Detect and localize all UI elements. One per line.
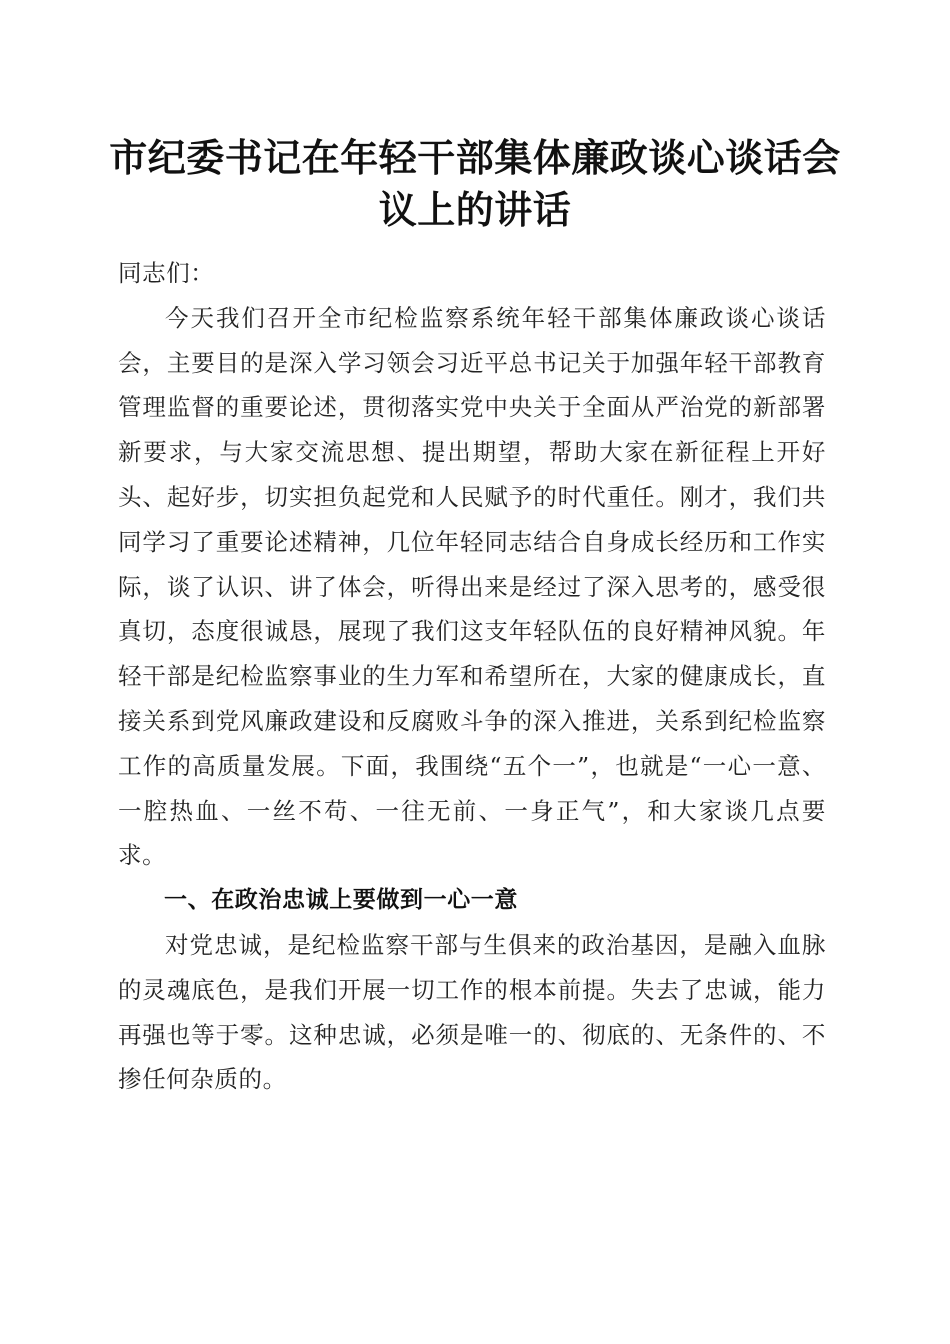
paragraph-section-1: 对党忠诚，是纪检监察干部与生俱来的政治基因，是融入血脉的灵魂底色，是我们开展一切工作的根本前提。失去了忠诚，能力再强也等于零。这种忠诚，必须是唯一的、彻底的、无条件的、不掺任何杂质的。 xyxy=(118,930,826,1094)
document-title: 市纪委书记在年轻干部集体廉政谈心谈话会议上的讲话 xyxy=(109,135,841,232)
salutation: 同志们： xyxy=(118,259,215,287)
paragraph-intro: 今天我们召开全市纪检监察系统年轻干部集体廉政谈心谈话会，主要目的是深入学习领会习近平总书记关于加强年轻干部教育管理监督的重要论述，贯彻落实党中央关于全面从严治党的新部署新要求，与大家交流思想、提出期望，帮助大家在新征程上开好头、起好步，切实担负起党和人民赋予的时代重任。刚才，我们共同学习了重要论述精神，几位年轻同志结合自身成长经历和工作实际，谈了认识、讲了体会，听得出来是经过了深入思考的，感受很真切，态度很诚恳，展现了我们这支年轻队伍的良好精神风貌。年轻干部是纪检监察事业的生力军和希望所在，大家的健康成长，直接关系到党风廉政建设和反腐败斗争的深入推进，关系到纪检监察工作的高质量发展。下面，我围绕“五个一”，也就是“一心一意、一腔热血、一丝不苟、一往无前、一身正气”，和大家谈几点要求。 xyxy=(118,303,826,870)
document-body xyxy=(118,251,826,1102)
section-heading-1: 一、在政治忠诚上要做到一心一意 xyxy=(164,887,518,914)
